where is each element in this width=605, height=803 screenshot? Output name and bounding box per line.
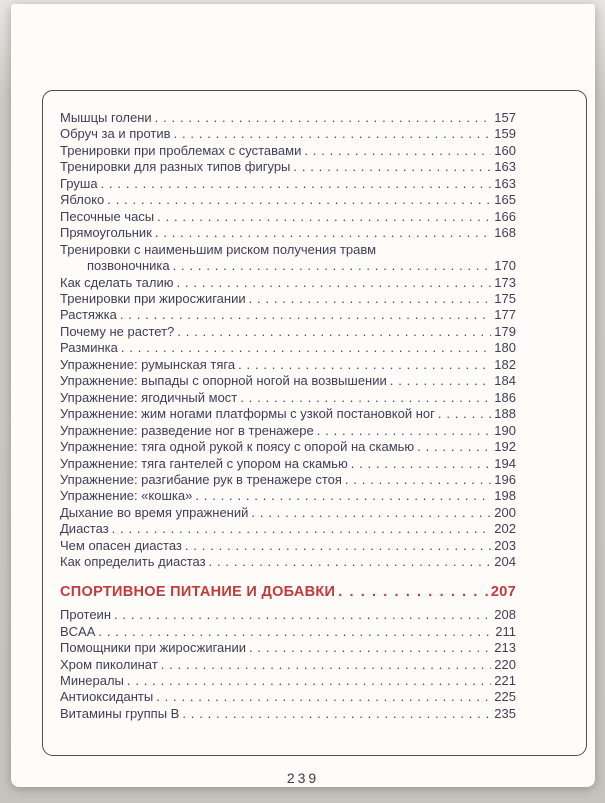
dot-leader [177, 324, 491, 340]
toc-entry-page: 175 [494, 290, 516, 306]
toc-entry-page: 166 [494, 208, 516, 224]
toc-entry [60, 673, 516, 689]
toc-entry-page: 235 [494, 705, 516, 721]
toc-entry [60, 706, 516, 722]
toc-line [60, 406, 516, 422]
toc-entry-title: Упражнение: выпады с опорной ногой на возвышении [60, 373, 387, 389]
toc-line [60, 307, 516, 323]
toc-entry [60, 307, 516, 323]
dot-leader [438, 406, 491, 422]
toc-entry [60, 423, 516, 439]
toc-line [60, 324, 516, 340]
toc-line [60, 624, 516, 640]
toc-line [60, 456, 516, 472]
toc-entry [60, 521, 516, 537]
dot-leader [107, 192, 491, 208]
toc-entry-title: Антиоксиданты [60, 689, 154, 705]
toc-entry-page: 163 [494, 175, 516, 191]
toc-line [60, 242, 516, 258]
dot-leader [417, 439, 491, 455]
toc-line [60, 275, 516, 291]
toc-entry-page: 196 [494, 471, 516, 487]
toc-entry [60, 143, 516, 159]
toc-line [60, 439, 516, 455]
toc-line [60, 143, 516, 159]
dot-leader [112, 521, 491, 537]
dot-leader [156, 689, 491, 705]
toc-entry-title: Диастаз [60, 521, 109, 537]
dot-leader [173, 258, 491, 274]
toc-line [60, 373, 516, 389]
toc-line [60, 192, 516, 208]
dot-leader [101, 176, 491, 192]
dot-leader [338, 584, 488, 600]
toc-entry-page: 200 [494, 504, 516, 520]
toc-entry [60, 538, 516, 554]
toc-line [60, 554, 516, 570]
dot-leader [185, 538, 491, 554]
toc-entry-title: Мышцы голени [60, 110, 152, 125]
toc-line [60, 126, 516, 142]
toc-line [60, 390, 516, 406]
toc-line [60, 357, 516, 373]
dot-leader [98, 624, 491, 640]
dot-leader [120, 307, 491, 323]
toc-entry-page: 177 [494, 307, 516, 323]
toc-entry-title: Песочные часы [60, 208, 155, 224]
toc-entry-title: Упражнение: тяга одной рукой к поясу с опорой на скамью [60, 439, 415, 455]
toc-entry-page: 180 [494, 340, 516, 356]
dot-leader [195, 488, 491, 504]
toc-entry-title: Упражнение: разгибание рук в тренажере стоя [60, 471, 342, 487]
toc-entry [60, 357, 516, 373]
toc-entry-page: 165 [494, 192, 516, 208]
toc-line [60, 657, 516, 673]
toc-entry-title: Упражнение: «кошка» [60, 488, 193, 504]
toc-line [60, 258, 516, 274]
toc-entry-title: Как сделать талию [60, 274, 174, 290]
dot-leader [209, 554, 491, 570]
toc-entry-title: Упражнение: разведение ног в тренажере [60, 422, 314, 438]
toc-entry-page: 188 [494, 406, 516, 422]
dot-leader [121, 340, 491, 356]
toc-entry [60, 657, 516, 673]
toc-entry-page: 198 [494, 488, 516, 504]
toc-entry [60, 456, 516, 472]
dot-leader [351, 456, 491, 472]
toc-section-header [60, 584, 516, 600]
toc-entry [60, 324, 516, 340]
toc-line [60, 209, 516, 225]
toc-entry-title: Груша [60, 175, 98, 191]
toc-entry [60, 176, 516, 192]
toc-entry [60, 225, 516, 241]
toc-entry-page: 184 [494, 373, 516, 389]
toc-line [60, 584, 516, 600]
dot-leader [304, 143, 491, 159]
dot-leader [240, 390, 491, 406]
toc-entry-title: Яблоко [60, 192, 105, 208]
dot-leader [182, 706, 491, 722]
toc-entry-page: 221 [494, 672, 516, 688]
dot-leader [161, 657, 491, 673]
toc-entry [60, 291, 516, 307]
dot-leader [157, 209, 491, 225]
toc-entry-title: Тренировки при проблемах с суставами [60, 142, 302, 158]
toc-entry [60, 110, 516, 126]
toc-entry-page: 190 [494, 422, 516, 438]
dot-leader [177, 275, 492, 291]
toc-line [60, 176, 516, 192]
dot-leader [127, 673, 491, 689]
toc-entry-title: Помощники при жиросжигании [60, 640, 246, 656]
dot-leader [249, 291, 491, 307]
toc-line [60, 110, 516, 126]
toc-entry [60, 554, 516, 570]
toc-entry [60, 373, 516, 389]
dot-leader [155, 110, 491, 126]
toc-entry [60, 505, 516, 521]
toc-line [60, 225, 516, 241]
toc-entry [60, 242, 516, 275]
toc-line [60, 689, 516, 705]
toc-entry-title: Тренировки с наименьшим риском получения травм [60, 241, 377, 257]
toc-line [60, 340, 516, 356]
dot-leader [390, 373, 491, 389]
dot-leader [317, 423, 491, 439]
toc-entry-page: 194 [494, 455, 516, 471]
toc-entry-page: 202 [494, 521, 516, 537]
toc-entry [60, 624, 516, 640]
dot-leader [174, 126, 491, 142]
toc-entry-page: 225 [494, 689, 516, 705]
book-page [11, 4, 595, 787]
dot-leader [155, 225, 491, 241]
toc-entry [60, 488, 516, 504]
toc-entry-page: 168 [494, 225, 516, 241]
toc-entry-title: Прямоугольник [60, 225, 152, 241]
toc-entry-page: 157 [494, 110, 516, 125]
toc-entry [60, 472, 516, 488]
dot-leader [249, 640, 491, 656]
toc-entry [60, 192, 516, 208]
toc-entry-title: Растяжка [60, 307, 117, 323]
toc-line [60, 291, 516, 307]
dot-leader [251, 505, 491, 521]
toc-entry-title: Разминка [60, 340, 118, 356]
toc-line [60, 607, 516, 623]
toc-line [60, 521, 516, 537]
toc-entry-page: 173 [494, 274, 516, 290]
toc-entry-page: 160 [494, 142, 516, 158]
toc-entry-title: Протеин [60, 607, 111, 623]
toc-entry-page: 186 [494, 389, 516, 405]
toc-entry [60, 439, 516, 455]
toc-entry-title: Как определить диастаз [60, 554, 206, 570]
toc-entry-title: Минералы [60, 672, 124, 688]
toc-entry [60, 159, 516, 175]
dot-leader [293, 159, 491, 175]
toc-line [60, 472, 516, 488]
dot-leader [238, 357, 491, 373]
toc-entry [60, 406, 516, 422]
toc-entry-page: 213 [494, 640, 516, 656]
toc-entry-page: 163 [494, 159, 516, 175]
toc-entry [60, 640, 516, 656]
toc-line [60, 640, 516, 656]
toc-list [60, 110, 516, 722]
toc-line [60, 538, 516, 554]
toc-entry-page: 211 [495, 623, 516, 639]
toc-entry-title: Чем опасен диастаз [60, 537, 182, 553]
dot-leader [114, 607, 491, 623]
toc-entry-page: 207 [490, 583, 516, 600]
toc-entry-title: Упражнение: ягодичный мост [60, 389, 238, 405]
toc-line [60, 423, 516, 439]
toc-entry-page: 204 [494, 554, 516, 570]
toc-entry [60, 390, 516, 406]
toc-line [60, 505, 516, 521]
dot-leader [345, 472, 491, 488]
toc-entry-title: СПОРТИВНОЕ ПИТАНИЕ И ДОБАВКИ [60, 583, 336, 600]
toc-entry-title: Упражнение: тяга гантелей с упором на скамью [60, 455, 348, 471]
toc-entry-title: Дыхание во время упражнений [60, 504, 249, 520]
toc-entry-title: Тренировки при жиросжигании [60, 290, 246, 306]
toc-entry [60, 275, 516, 291]
page-number: 239 [286, 770, 320, 786]
toc-line [60, 673, 516, 689]
toc-line [60, 706, 516, 722]
toc-entry-title: Упражнение: румынская тяга [60, 356, 236, 372]
content-frame [42, 90, 587, 756]
toc-entry [60, 209, 516, 225]
toc-entry-title: BCAA [60, 623, 96, 639]
toc-line [60, 488, 516, 504]
toc-entry-page: 179 [494, 323, 516, 339]
toc-entry-title: Витамины группы В [60, 705, 180, 721]
toc-entry-title: Тренировки для разных типов фигуры [60, 159, 291, 175]
toc-entry-page: 220 [494, 656, 516, 672]
toc-entry-page: 192 [494, 439, 516, 455]
toc-line [60, 159, 516, 175]
toc-entry [60, 126, 516, 142]
toc-entry [60, 340, 516, 356]
toc-entry-page: 170 [494, 258, 516, 274]
toc-entry-page: 159 [494, 126, 516, 142]
toc-entry-title: Хром пиколинат [60, 656, 158, 672]
toc-entry-page: 203 [494, 537, 516, 553]
toc-entry [60, 607, 516, 623]
toc-entry-title: Упражнение: жим ногами платформы с узкой постановкой ног [60, 406, 435, 422]
toc-entry-page: 182 [494, 356, 516, 372]
toc-entry [60, 689, 516, 705]
toc-entry-title: позвоночника [87, 258, 170, 274]
toc-entry-title: Почему не растет? [60, 323, 175, 339]
toc-entry-title: Обруч за и против [60, 126, 171, 142]
toc-entry-page: 208 [494, 607, 516, 623]
